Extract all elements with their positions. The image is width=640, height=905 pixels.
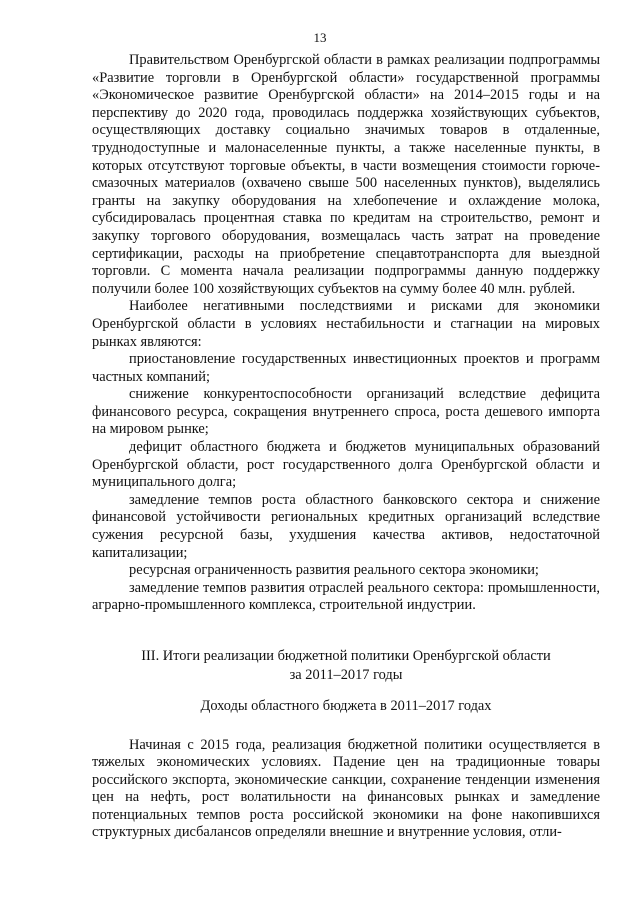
subsection-heading: Доходы областного бюджета в 2011–2017 годах bbox=[200, 698, 492, 714]
section-heading bbox=[92, 647, 600, 685]
paragraph-support-measures: Правительством Оренбургской области в рамках реализации подпрограммы «Развитие торговли в Оренбургской области» государственной программы «Экономическое развитие Оренбургской области» на 2014–2015 годы и на перспективу до 2020 года, проводилась поддержка хозяйствующих субъектов, осуществляющих доставку социально значимых товаров в отдаленные, труднодоступные и малонаселенные пункты, а также населенные пункты, в которых отсутствуют торговые объекты, в части возмещения стоимости горюче-смазочных материалов (охвачено свыше 500 населенных пунктов), выделялись гранты на закупку оборудования на хлебопечение и охлаждение молока, субсидировалась процентная ставка по кредитам на строительство, ремонт и закупку торгового оборудования, возмещалась часть затрат на проведение сертификации, расходы на приобретение спецавтотранспорта для выездной торговли. С момента начала реализации подпрограммы данную поддержку получили более 100 хозяйствующих субъектов на сумму более 40 млн. рублей. bbox=[92, 52, 600, 297]
closing-text bbox=[92, 737, 600, 841]
risk-item: снижение конкурентоспособности организаций вследствие дефицита финансового ресурса, сокращения внутреннего спроса, роста дешевого импорта на мировом рынке; bbox=[92, 386, 600, 438]
section-heading-line-1: III. Итоги реализации бюджетной политики Оренбургской области bbox=[141, 648, 551, 664]
paragraph-risks-intro: Наиболее негативными последствиями и рисками для экономики Оренбургской области в условиях нестабильности и стагнации на мировых рынках являются: bbox=[92, 298, 600, 350]
section-heading-line-2: за 2011–2017 годы bbox=[289, 667, 403, 683]
risk-item: приостановление государственных инвестиционных проектов и программ частных компаний; bbox=[92, 351, 600, 385]
body-text bbox=[92, 52, 600, 615]
risk-item: замедление темпов роста областного банковского сектора и снижение финансовой устойчивости региональных кредитных организаций вследствие сужения ресурсной базы, ухудшения качества активов, недостаточной капитализации; bbox=[92, 491, 600, 561]
page-number: 13 bbox=[313, 30, 327, 45]
risk-item: ресурсная ограниченность развития реального сектора экономики; bbox=[129, 562, 539, 579]
risk-item: замедление темпов развития отраслей реального сектора: промышленности, аграрно-промышленного комплекса, строительной индустрии. bbox=[92, 579, 600, 614]
risk-item: дефицит областного бюджета и бюджетов муниципальных образований Оренбургской области, рост государственного долга Оренбургской области и муниципального долга; bbox=[92, 439, 600, 491]
paragraph-budget-policy: Начиная с 2015 года, реализация бюджетной политики осуществляется в тяжелых экономических условиях. Падение цен на традиционные товары российского экспорта, экономические санкции, сохранение тенденции изменения цен на нефть, рост волатильности на финансовых рынках и замедление потенциальных темпов роста российской экономики на фоне накопившихся структурных дисбалансов определяли внешние и внутренние условия, отли- bbox=[92, 737, 600, 841]
